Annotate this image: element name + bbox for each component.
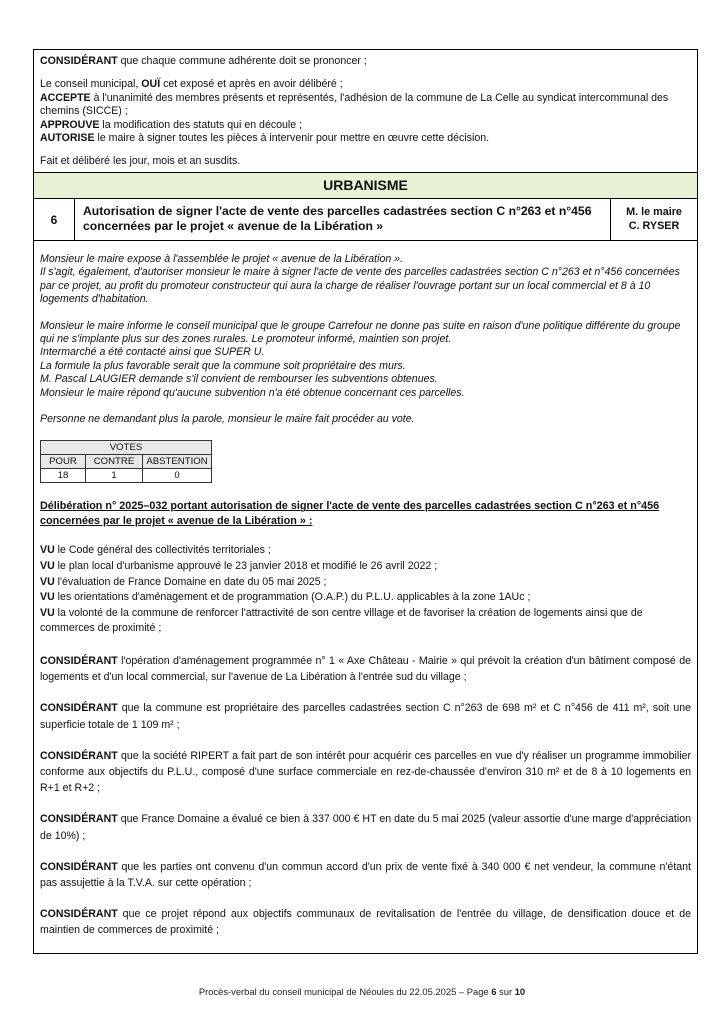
considerant-item: CONSIDÉRANT que les parties ont convenu d'un commun accord d'un prix de vente fixé à 340 000 € net vendeur, la commune n'étant pas assujettie à la T.V.A. sur cette opération ; [40,860,691,890]
approuve-paragraph: APPROUVE la modification des statuts qui en découle ; [40,118,303,131]
expose-p2: Il s'agit, également, d'autoriser monsieur le maire à signer l'acte de vente des parcelles cadastrées section C n°263 et n°456 concernées par ce projet, au profit du promoteur constructeur qui aura la charge de réaliser l'ouvrage portant sur un local commercial et 8 à 10 logements d'habitation. [40,266,680,306]
vu-item: VU l'évaluation de France Domaine en date du 05 mai 2025 ; [40,575,327,588]
page-total: 10 [514,986,526,997]
agenda-item-header [33,199,698,241]
vu-item: VU le plan local d'urbanisme approuvé le 23 janvier 2018 et modifié le 26 avril 2022 ; [40,560,438,573]
deliberation-title: Délibération n° 2025–032 portant autorisation de signer l'acte de vente des parcelles cadastrées section C n°263 et n°456 concernées par le projet « avenue de la Libération » : [40,500,660,528]
conseil-paragraph: Le conseil municipal, OUÏ cet exposé et après en avoir délibéré ; [40,78,343,91]
vu-list [40,543,691,637]
vu-item: VU les orientations d'aménagement et de programmation (O.A.P.) du P.L.U. applicables à la zone 1AUc ; [40,591,531,604]
expose-p8: Personne ne demandant plus la parole, monsieur le maire fait procéder au vote. [40,413,415,426]
page-footer: Procès-verbal du conseil municipal de Néoules du 22.05.2025 – Page 6 sur 10 [198,986,526,997]
considerant-paragraph: CONSIDÉRANT que chaque commune adhérente doit se prononcer ; [40,55,367,67]
page-number: 6 [491,986,497,997]
votes-label-contre: CONTRE [86,455,143,469]
expose-block [40,253,691,426]
expose-p7: Monsieur le maire répond qu'aucune subvention n'a été obtenue concernant ces parcelles. [40,386,465,399]
vu-item: VU le Code général des collectivités territoriales ; [40,544,271,557]
votes-value-pour: 18 [41,469,86,483]
votes-label-pour: POUR [41,455,86,469]
rapporteur-line-2: C. RYSER [628,220,680,232]
votes-value-contre: 1 [86,469,143,483]
votes-header: VOTES [41,441,212,455]
rapporteur-line-1: M. le maire [626,206,682,218]
expose-p1: Monsieur le maire expose à l'assemblée le projet « avenue de la Libération ». [40,253,404,265]
considerant-item: CONSIDÉRANT que la commune est propriétaire des parcelles cadastrées section C n°263 de 698 m² et C n°456 de 411 m², soit une superficie totale de 1 109 m² ; [40,702,691,731]
considerant-item: CONSIDÉRANT que la société RIPERT a fait part de son intérêt pour acquérir ces parcelles en vue d'y réaliser un programme immobilier conforme aux objectifs du P.L.U., composé d'une surface commerciale en rez-de-chaussée d'environ 310 m² et de 8 à 10 logements en R+1 et R+2 ; [40,749,691,795]
considerant-item: CONSIDÉRANT que ce projet répond aux objectifs communaux de revitalisation de l'entrée du village, de densification douce et de maintien de commerces de proximité ; [40,908,691,937]
accepte-paragraph: ACCEPTE à l'unanimité des membres présents et représentés, l'adhésion de la commune de La Celle au syndicat intercommunal des chemins (SICCE) ; [40,91,669,118]
votes-value-abstention: 0 [143,469,212,483]
expose-p4: Intermarché a été contacté ainsi que SUPER U. [40,346,265,359]
section-title: URBANISME [33,172,698,199]
expose-p3: Monsieur le maire informe le conseil municipal que le groupe Carrefour ne donne pas suite en raison d'une politique différente du groupe qui ne s'implante plus sur des zones rurales. Le promoteur informé, maintien son projet. [40,319,681,346]
votes-table [40,440,212,483]
expose-p5: La formule la plus favorable serait que la commune soit propriétaire des murs. [40,359,406,372]
fait-paragraph: Fait et délibéré les jour, mois et an susdits. [40,155,241,168]
expose-p6: M. Pascal LAUGIER demande s'il convient de rembourser les subventions obtenues. [40,373,438,386]
vu-item: VU la volonté de la commune de renforcer l'attractivité de son centre village et de favoriser la création de logements ainsi que de commerces de proximité ; [40,606,643,635]
deliberation-body [33,241,698,954]
votes-label-abstention: ABSTENTION [143,455,212,469]
item-number: 6 [34,199,75,240]
item-rapporteur [611,199,697,240]
considerant-item: CONSIDÉRANT que France Domaine a évalué ce bien à 337 000 € HT en date du 5 mai 2025 (valeur assortie d'une marge d'appréciation de 10%) ; [40,813,691,842]
considerant-item: CONSIDÉRANT l'opération d'aménagement programmée n° 1 « Axe Château - Mairie » qui prévoit la création d'un bâtiment composé de logements et d'un local commercial, sur l'avenue de La Libération à l'entrée sud du village ; [40,655,691,684]
autorise-paragraph: AUTORISE le maire à signer toutes les pièces à intervenir pour mettre en œuvre cette décision. [40,132,490,145]
item-title: Autorisation de signer l'acte de vente des parcelles cadastrées section C n°263 et n°456 concernées par le projet « avenue de la Libération » [75,199,611,240]
previous-deliberation-block [33,49,698,172]
